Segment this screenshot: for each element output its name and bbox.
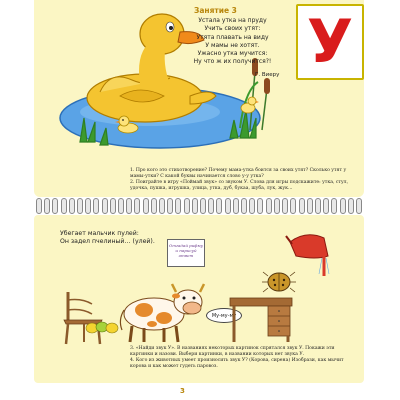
big-letter: У — [306, 7, 354, 77]
spiral-ring — [126, 198, 132, 214]
spiral-ring — [134, 198, 140, 214]
spiral-ring — [225, 198, 231, 214]
draw-answer-box: Отгадай рифму и нарисуй ответ — [167, 239, 205, 267]
question: 1. Про кого это стихотворение? Почему мама-утка боится за своих утят? Сколько утят у мамы-утки? С какой буквы начинается слово у-у утка? — [130, 168, 347, 179]
spiral-ring — [331, 198, 337, 214]
spiral-ring — [102, 198, 108, 214]
poem-line: Учить своих утят: — [204, 25, 261, 33]
spiral-ring — [143, 198, 149, 214]
spiral-ring — [266, 198, 272, 214]
poem-author: Г. Виеру — [255, 72, 280, 78]
cow-illustration — [118, 280, 208, 344]
spiral-ring — [216, 198, 222, 214]
riddle-line: Убегает мальчик пулей: — [60, 230, 139, 237]
riddle — [60, 230, 170, 246]
poem — [170, 17, 295, 67]
spiral-ring — [241, 198, 247, 214]
spiral-ring — [184, 198, 190, 214]
spiral-binding — [36, 198, 362, 214]
desk-illustration — [228, 294, 294, 344]
riddle-line: Он задел пчелиный… (улей). — [60, 238, 155, 245]
spiral-ring — [151, 198, 157, 214]
spiral-ring — [93, 198, 99, 214]
spiral-ring — [200, 198, 206, 214]
spiral-ring — [323, 198, 329, 214]
lesson-title: Занятие 3 — [194, 6, 237, 15]
spiral-ring — [110, 198, 116, 214]
spiral-ring — [85, 198, 91, 214]
spiral-ring — [249, 198, 255, 214]
spiral-ring — [282, 198, 288, 214]
fruit-illustration — [84, 318, 120, 336]
questions-bottom — [130, 346, 358, 370]
spiral-ring — [61, 198, 67, 214]
spiral-ring — [299, 198, 305, 214]
question: 2. Поиграйте в игру «Поймай звук» со звуком У. Слова для игры подскажите: утка, стул, удочка, пушка, игрушка, улица, утка, дуб, букаа, шуба, лук, жук... — [130, 180, 349, 191]
letter-card — [296, 4, 364, 80]
spiral-ring — [290, 198, 296, 214]
spiral-ring — [44, 198, 50, 214]
spiral-ring — [233, 198, 239, 214]
poem-line: Утята плавать на виду — [196, 33, 269, 41]
speech-bubble: Му-му-му — [206, 308, 242, 323]
spiral-ring — [69, 198, 75, 214]
page-number: 3 — [180, 387, 185, 395]
poem-line: Ужасно утка мучится: — [197, 50, 268, 58]
question: 4. Кого из животных умеет произносить звук У? (Корова, сирена) Изобрази, как мычит корова и как может гудеть паровоз. — [130, 358, 344, 369]
spiral-ring — [192, 198, 198, 214]
spiral-ring — [257, 198, 263, 214]
question: 3. «Найди звук У». В названиях некоторых картинок спрятался звук У. Покажи эти картинки и назови. Выбери картинки, в названии которых нет звука У. — [130, 346, 335, 357]
spiral-ring — [356, 198, 362, 214]
spiral-ring — [118, 198, 124, 214]
spiral-ring — [208, 198, 214, 214]
questions-top — [130, 168, 358, 192]
spiral-ring — [315, 198, 321, 214]
poem-line: Ну что ж их получится?! — [193, 58, 272, 66]
spiral-ring — [274, 198, 280, 214]
beetle-illustration — [262, 266, 296, 296]
spiral-ring — [159, 198, 165, 214]
spiral-ring — [175, 198, 181, 214]
spiral-ring — [340, 198, 346, 214]
spiral-ring — [52, 198, 58, 214]
poem-line: Устала утка на пруду — [198, 17, 267, 24]
spiral-ring — [167, 198, 173, 214]
spiral-ring — [348, 198, 354, 214]
spiral-ring — [307, 198, 313, 214]
poem-line: У мамы не хотят. — [205, 41, 260, 49]
spiral-ring — [77, 198, 83, 214]
spiral-ring — [36, 198, 42, 214]
